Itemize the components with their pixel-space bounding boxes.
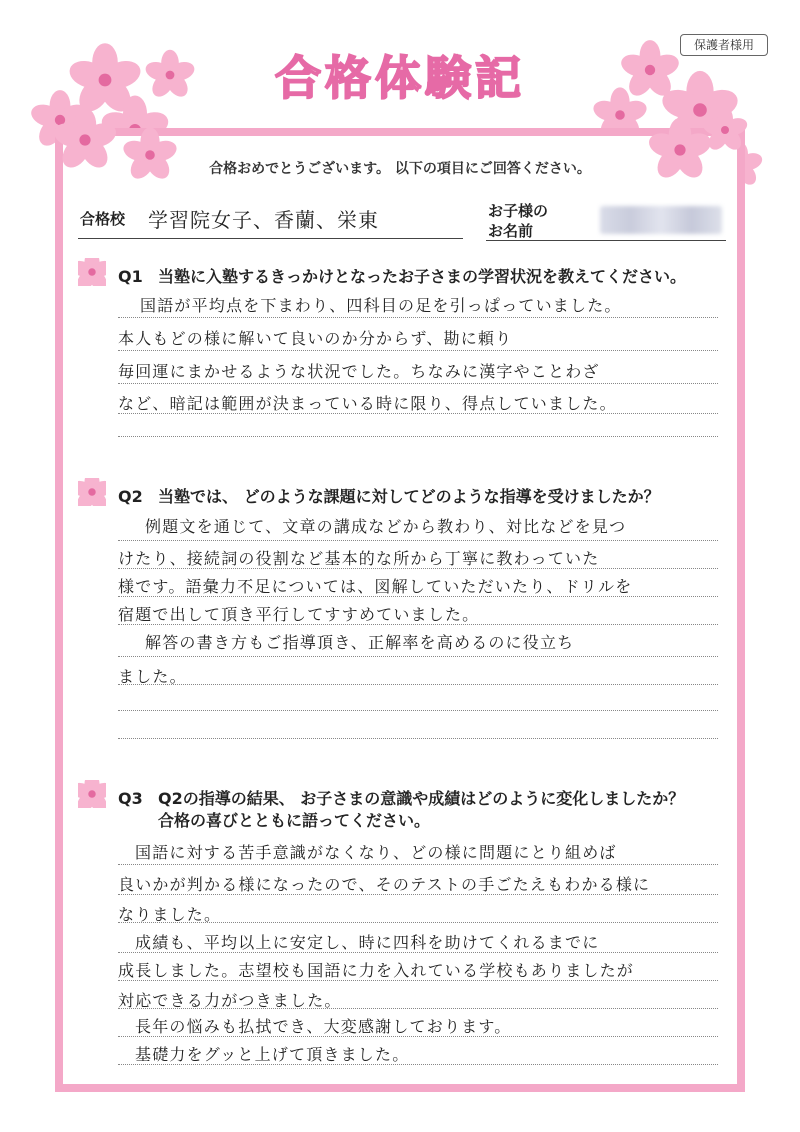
q3-answer-line: 対応できる力がつきました。 (118, 991, 342, 1010)
q2-answer-line: ました。 (118, 667, 187, 686)
q3-answer-line: なりました。 (118, 905, 222, 924)
q1-text: 当塾に入塾するきっかけとなったお子さまの学習状況を教えてください。 (158, 267, 687, 286)
q3-heading (118, 786, 684, 809)
q3-number: Q3 (118, 789, 143, 808)
school-value: 学習院女子、香蘭、栄東 (148, 208, 379, 232)
ruled-line (118, 383, 718, 384)
q2-answer-line: 例題文を通じて、文章の講成などから教わり、対比などを見つ (145, 517, 627, 536)
q1-number: Q1 (118, 267, 143, 286)
q1-answer-line: 毎回運にまかせるような状況でした。ちなみに漢字やことわざ (118, 362, 600, 381)
q3-answer-line: 良いかが判かる様になったので、そのテストの手ごたえもわかる様に (118, 875, 651, 894)
ruled-line (118, 413, 718, 414)
q3-answer-line: 基礎力をグッと上げて頂きました。 (135, 1045, 410, 1064)
guardian-badge: 保護者様用 (680, 34, 768, 56)
q3-answer-line: 成績も、平均以上に安定し、時に四科を助けてくれるまでに (135, 933, 600, 952)
intro-text: 合格おめでとうございます。 以下の項目にご回答ください。 (209, 161, 591, 177)
q3-answer-line: 長年の悩みも払拭でき、大変感謝しております。 (135, 1017, 512, 1036)
ruled-line (118, 738, 718, 739)
ruled-line (118, 1008, 718, 1009)
school-underline (78, 238, 463, 239)
child-label-2: お名前 (488, 222, 534, 240)
ruled-line (118, 436, 718, 437)
q3-answer-line: 国語に対する苦手意識がなくなり、どの様に問題にとり組めば (135, 843, 617, 862)
q1-answer-line: など、暗記は範囲が決まっている時に限り、得点していました。 (118, 394, 617, 413)
q2-answer-line: 解答の書き方もご指導頂き、正解率を高めるのに役立ち (145, 633, 575, 652)
school-label: 合格校 (80, 210, 126, 228)
q2-answer-line: けたり、接続詞の役割など基本的な所から丁寧に教わっていた (118, 549, 600, 568)
ruled-line (118, 1064, 718, 1065)
q2-number: Q2 (118, 487, 143, 506)
q3-text-2: 合格の喜びとともに語ってください。 (158, 811, 431, 830)
q3-text: Q2の指導の結果、 お子さまの意識や成績はどのように変化しましたか？ (158, 789, 685, 808)
q2-text: 当塾では、 どのような課題に対してどのような指導を受けましたか？ (158, 487, 660, 506)
q1-answer-line: 本人もどの様に解いて良いのか分からず、勘に頼り (118, 329, 513, 348)
child-label-1: お子様の (488, 202, 549, 220)
q2-answer-line: 宿題で出して頂き平行してすすめていました。 (118, 605, 480, 624)
q1-answer-line: 国語が平均点を下まわり、四科目の足を引っぱっていました。 (140, 296, 622, 315)
ruled-line (118, 350, 718, 351)
ruled-line (118, 980, 718, 981)
q1-heading (118, 264, 686, 287)
flower-icon (78, 780, 106, 808)
child-underline (486, 240, 726, 241)
ruled-line (118, 596, 718, 597)
ruled-line (118, 1036, 718, 1037)
q2-answer-line: 様です。語彙力不足については、図解していただいたり、ドリルを (118, 577, 633, 596)
ruled-line (118, 952, 718, 953)
flower-icon (78, 258, 106, 286)
child-name-redacted (600, 206, 722, 234)
ruled-line (118, 864, 718, 865)
ruled-line (118, 540, 718, 541)
page-title: 合格体験記 (275, 51, 525, 105)
ruled-line (118, 568, 718, 569)
q2-heading (118, 484, 660, 507)
ruled-line (118, 656, 718, 657)
ruled-line (118, 317, 718, 318)
ruled-line (118, 922, 718, 923)
ruled-line (118, 894, 718, 895)
ruled-line (118, 624, 718, 625)
q3-answer-line: 成長しました。志望校も国語に力を入れている学校もありましたが (118, 961, 635, 980)
ruled-line (118, 684, 718, 685)
flower-icon (78, 478, 106, 506)
ruled-line (118, 710, 718, 711)
